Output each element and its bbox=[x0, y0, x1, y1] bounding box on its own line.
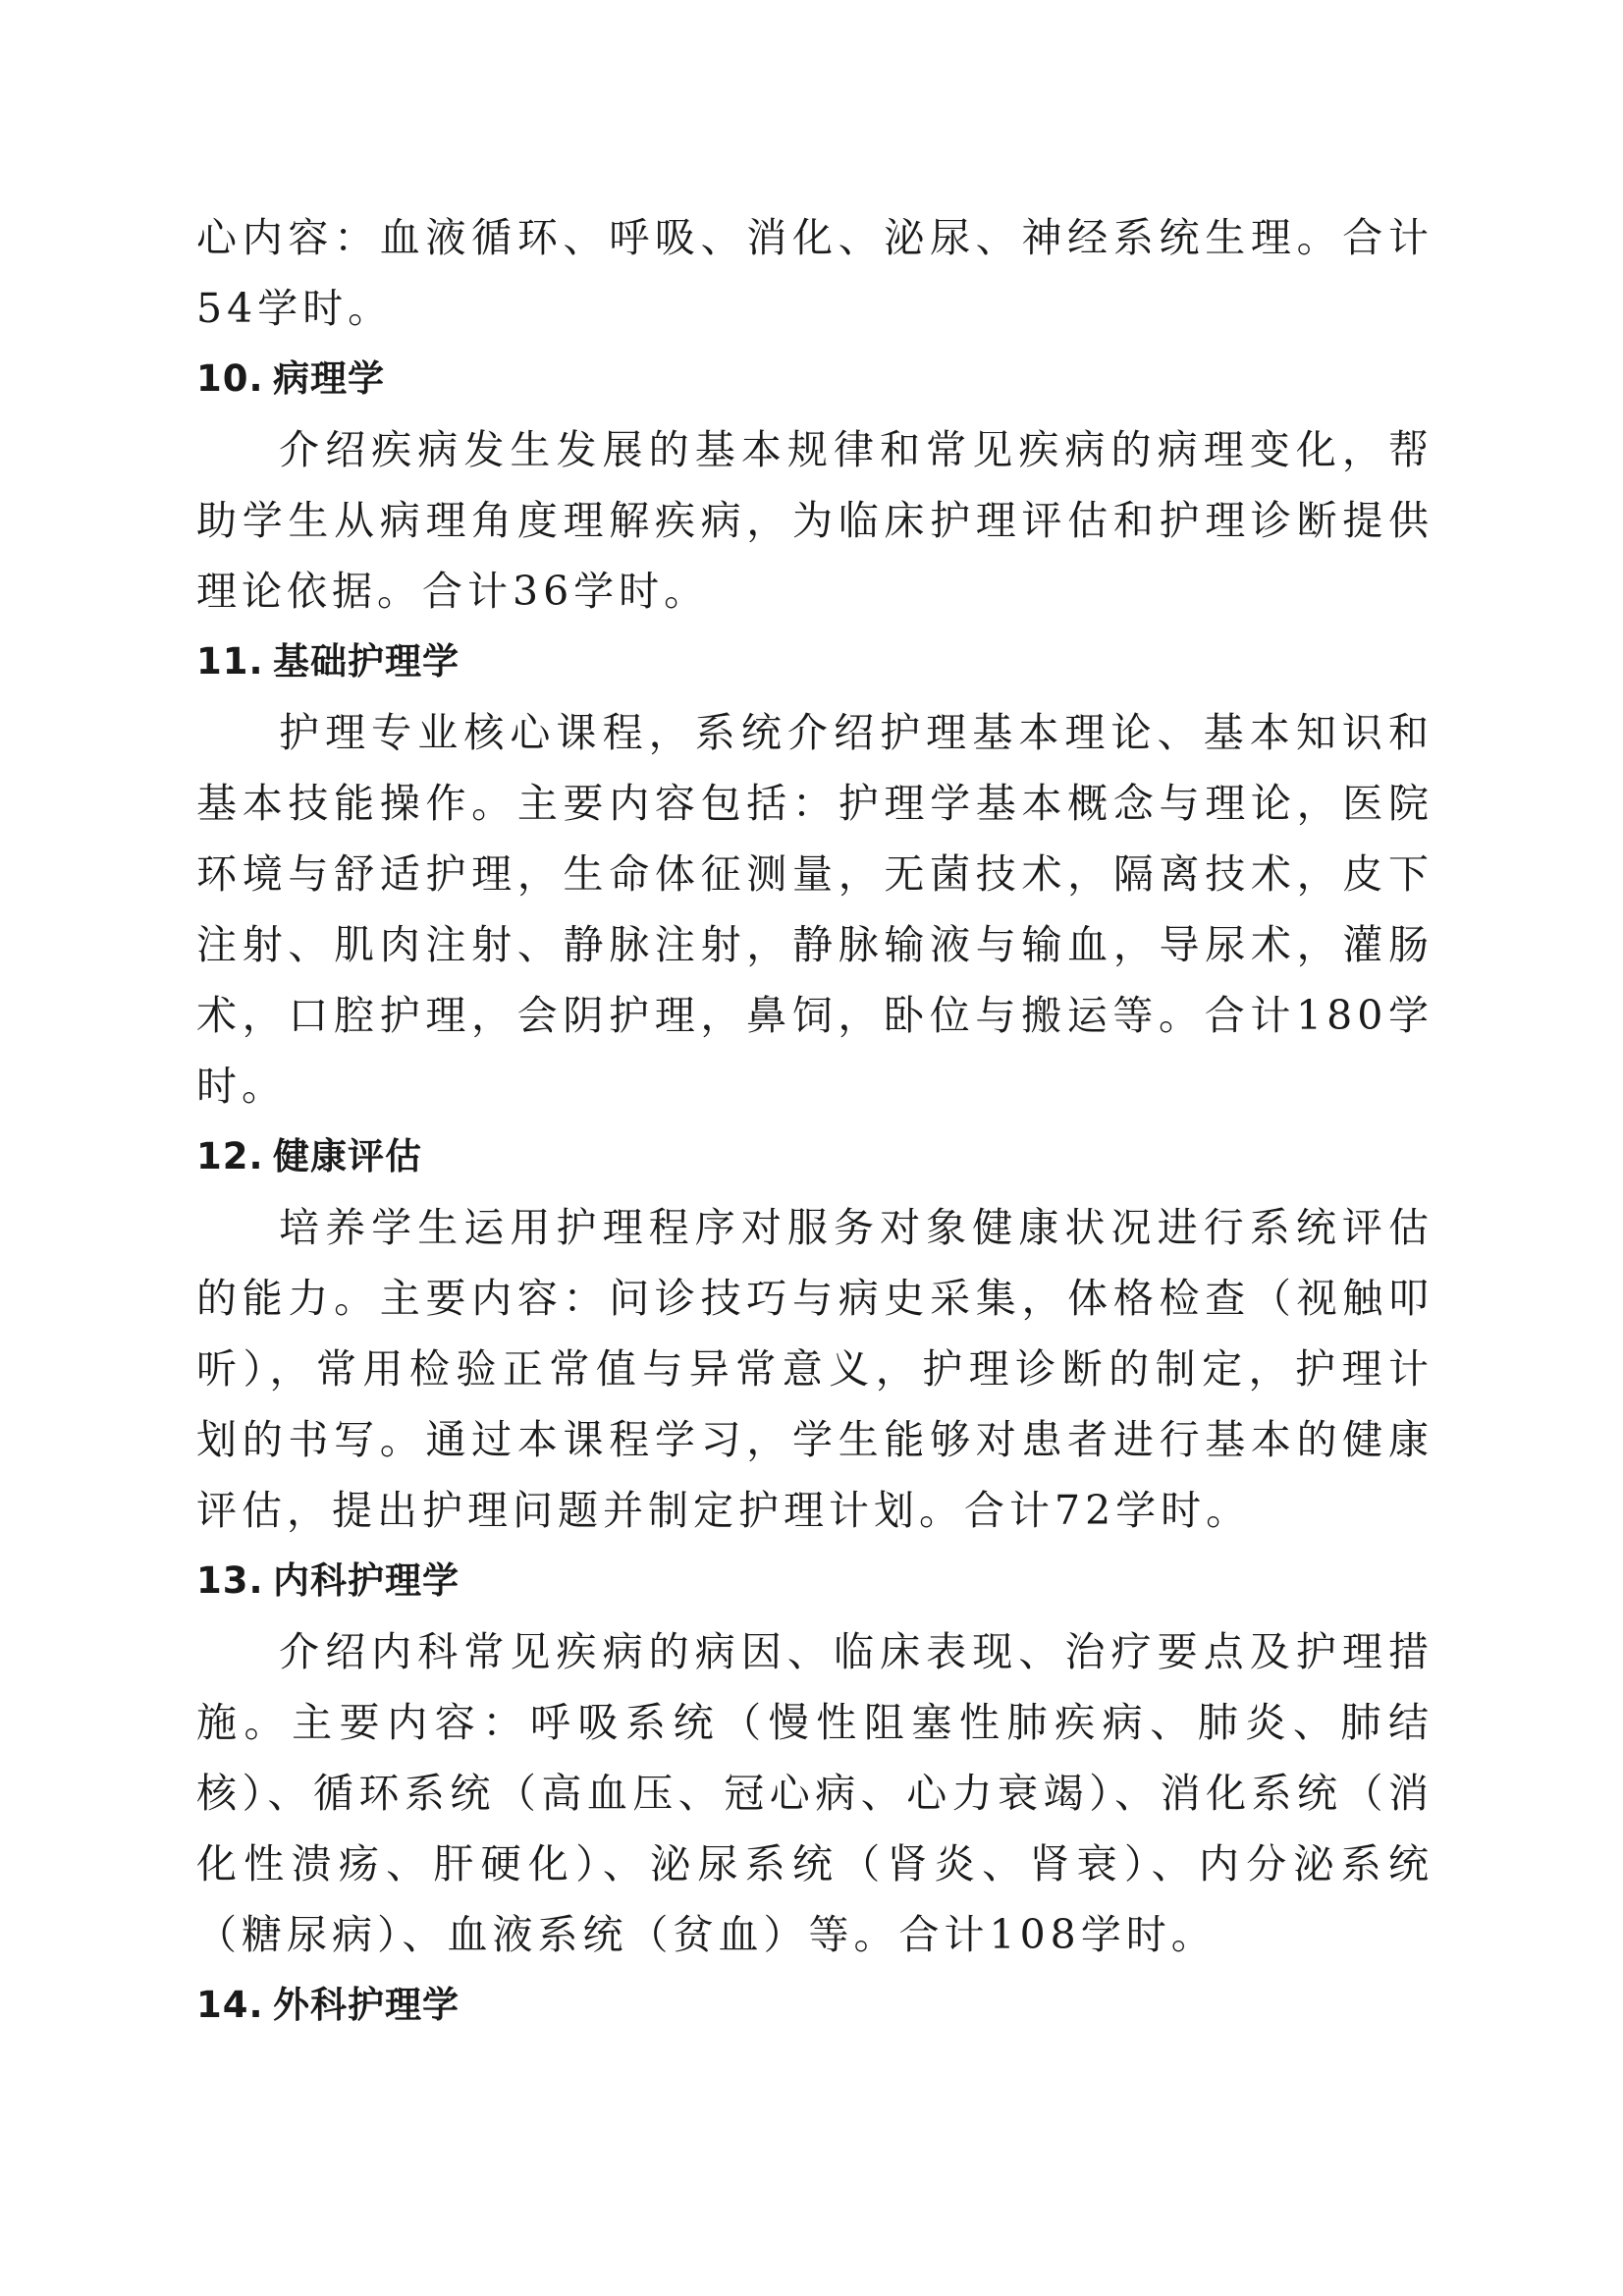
section-body-12: 培养学生运用护理程序对服务对象健康状况进行系统评估的能力。主要内容：问诊技巧与病史采集，体格检查（视触叩听），常用检验正常值与异常意义，护理诊断的制定，护理计划的书写。通过本课程学习，学生能够对患者进行基本的健康评估，提出护理问题并制定护理计划。合计72学时。 bbox=[196, 1204, 1434, 1534]
page-content bbox=[196, 202, 1434, 2041]
section-heading-12 bbox=[196, 1121, 1434, 1192]
section-title: 外科护理学 bbox=[273, 1984, 460, 2026]
continued-paragraph: 心内容：血液循环、呼吸、消化、泌尿、神经系统生理。合计54学时。 bbox=[196, 214, 1434, 332]
section-body-11: 护理专业核心课程，系统介绍护理基本理论、基本知识和基本技能操作。主要内容包括：护理学基本概念与理论，医院环境与舒适护理，生命体征测量，无菌技术，隔离技术，皮下注射、肌肉注射、静脉注射，静脉输液与输血，导尿术，灌肠术，口腔护理，会阴护理，鼻饲，卧位与搬运等。合计180学时。 bbox=[196, 709, 1434, 1110]
section-number: 12. bbox=[196, 1135, 264, 1177]
section-number: 10. bbox=[196, 357, 264, 400]
section-number: 14. bbox=[196, 1984, 264, 2026]
section-heading-13 bbox=[196, 1546, 1434, 1616]
section-title: 病理学 bbox=[273, 357, 385, 400]
section-number: 13. bbox=[196, 1559, 264, 1602]
section-heading-14 bbox=[196, 1970, 1434, 2041]
section-heading-11 bbox=[196, 627, 1434, 697]
section-body-10: 介绍疾病发生发展的基本规律和常见疾病的病理变化，帮助学生从病理角度理解疾病，为临床护理评估和护理诊断提供理论依据。合计36学时。 bbox=[196, 426, 1434, 615]
section-heading-10 bbox=[196, 344, 1434, 414]
section-title: 内科护理学 bbox=[273, 1559, 460, 1602]
section-body-13: 介绍内科常见疾病的病因、临床表现、治疗要点及护理措施。主要内容：呼吸系统（慢性阻塞性肺疾病、肺炎、肺结核）、循环系统（高血压、冠心病、心力衰竭）、消化系统（消化性溃疡、肝硬化）、泌尿系统（肾炎、肾衰）、内分泌系统（糖尿病）、血液系统（贫血）等。合计108学时。 bbox=[196, 1628, 1434, 1958]
section-title: 健康评估 bbox=[273, 1135, 422, 1177]
section-number: 11. bbox=[196, 640, 264, 683]
section-title: 基础护理学 bbox=[273, 640, 460, 683]
